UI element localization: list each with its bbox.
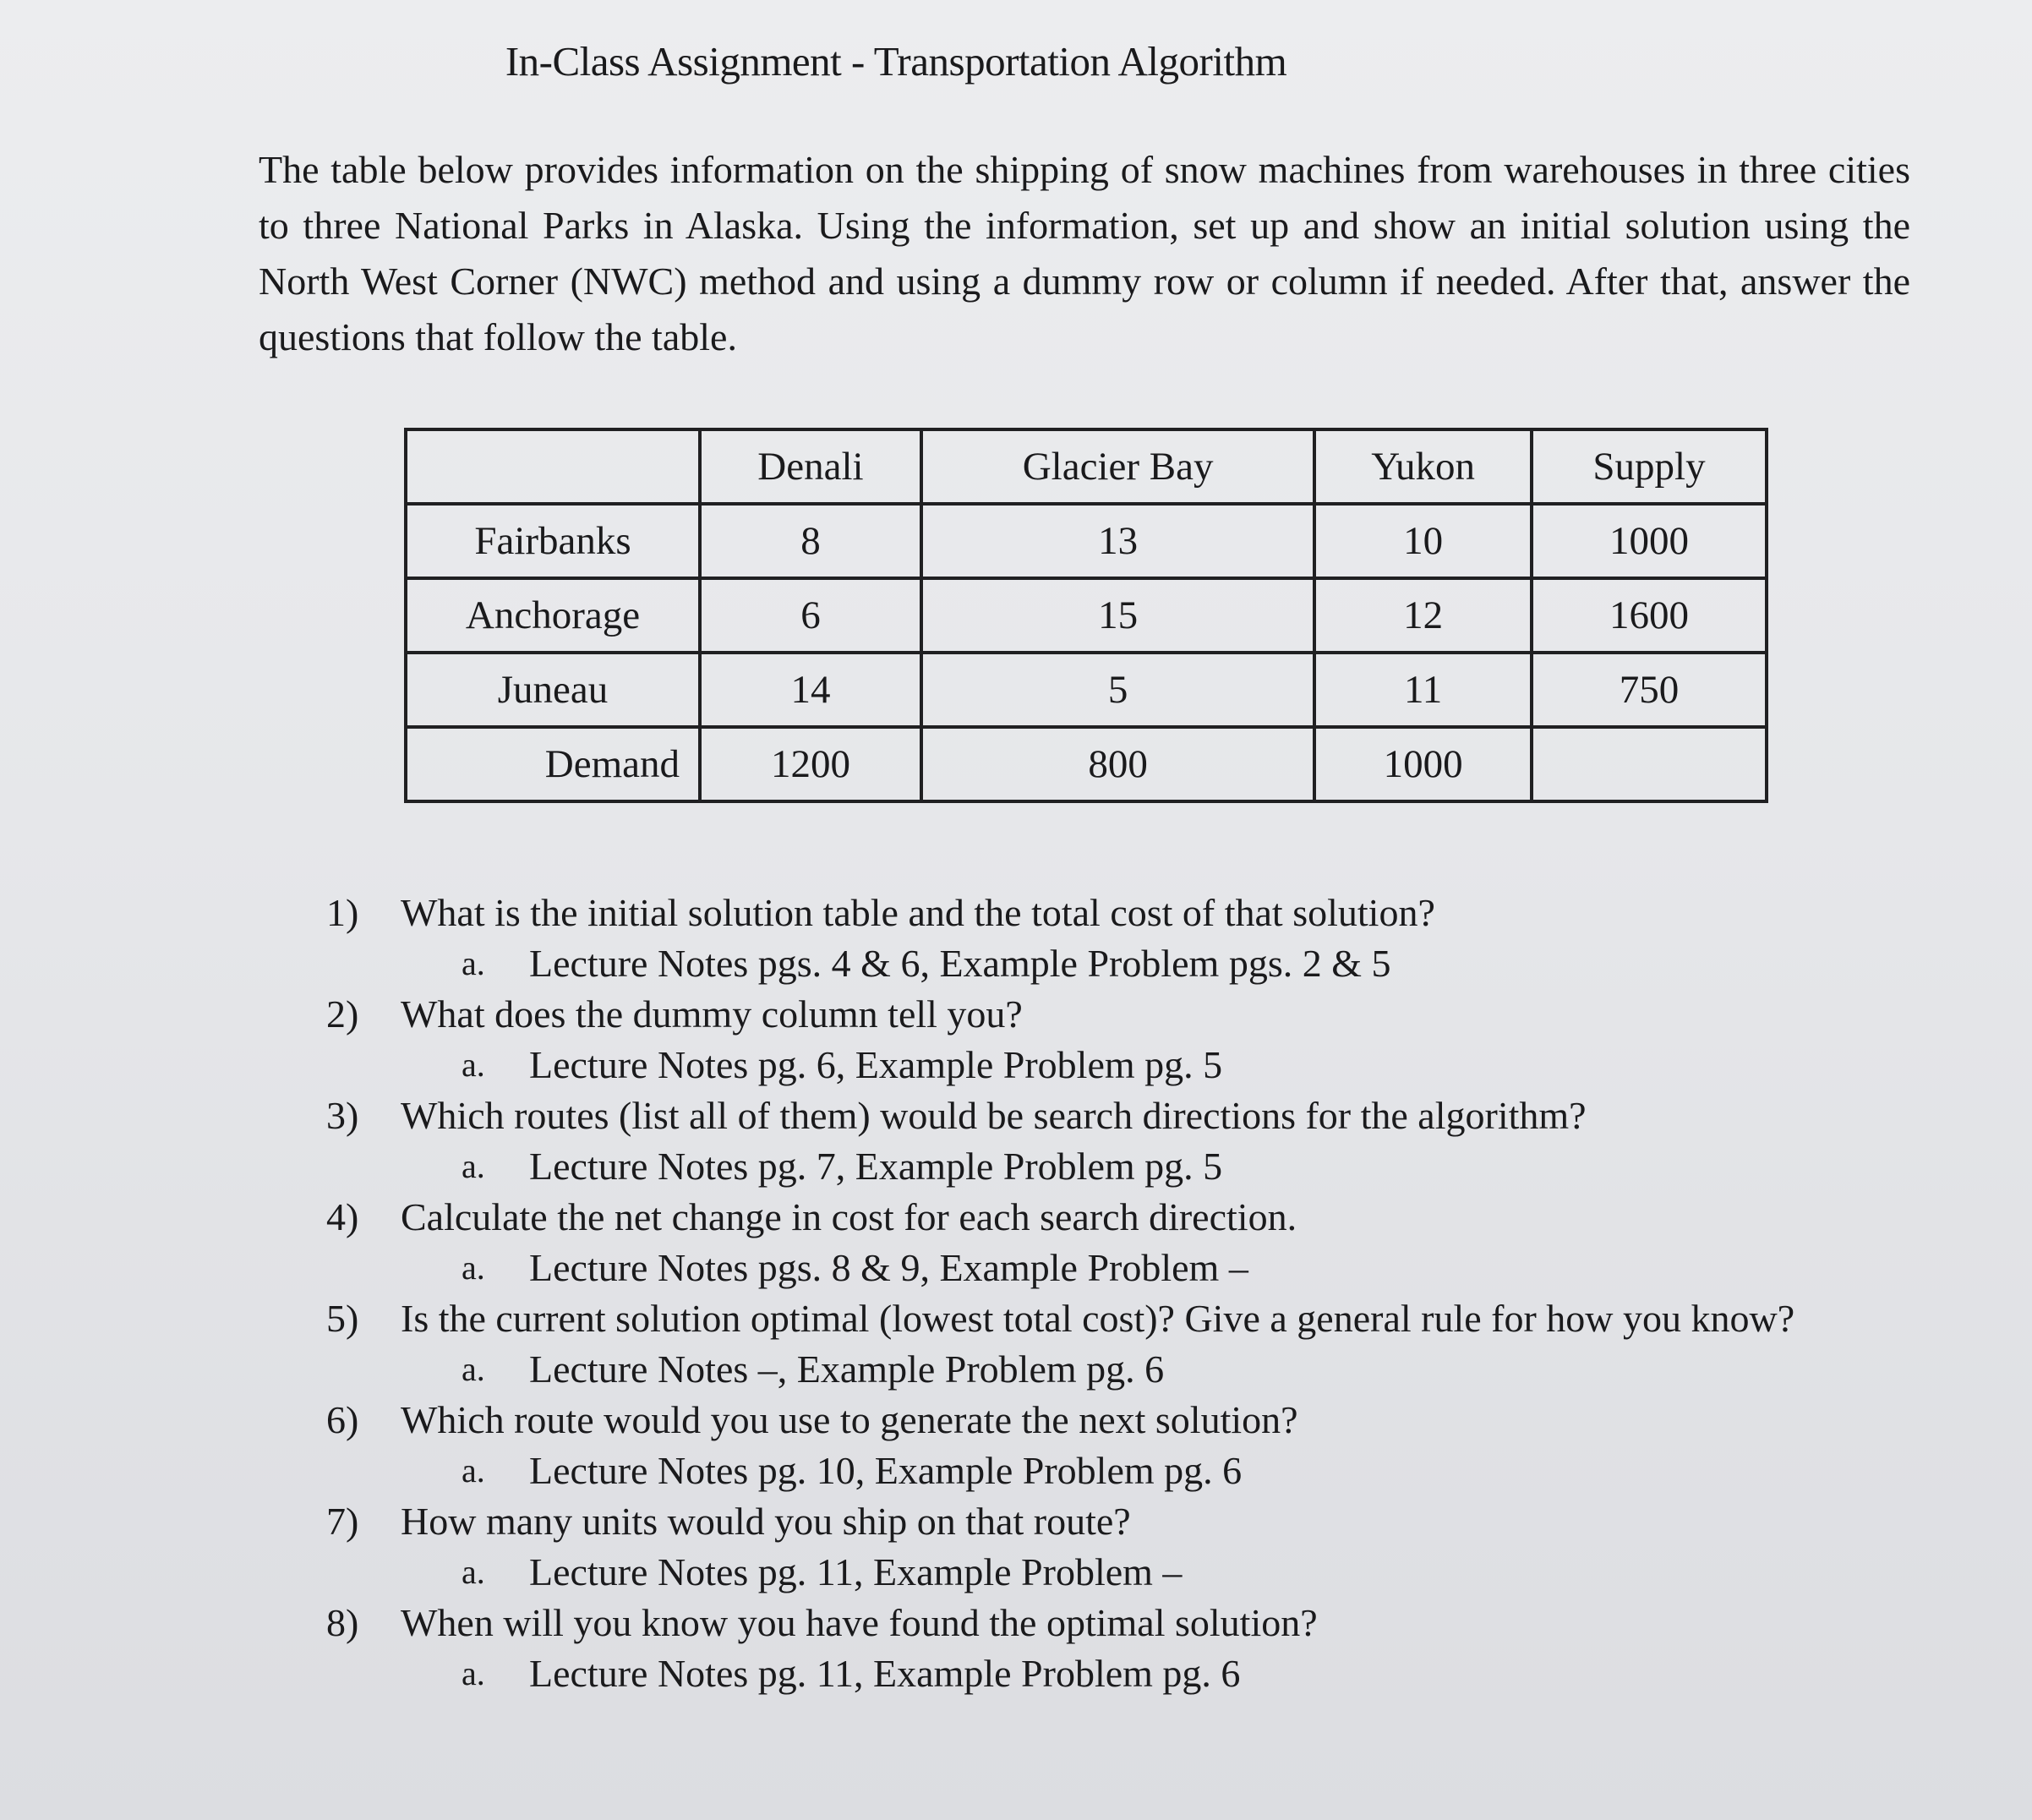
column-header-denali: Denali	[700, 429, 921, 504]
question-number: 8)	[326, 1601, 359, 1644]
question-number: 6)	[326, 1398, 359, 1441]
table-row	[406, 653, 1767, 727]
sub-item-letter: a.	[462, 1451, 485, 1489]
reference-text: Lecture Notes pg. 6, Example Problem pg. 5	[529, 1043, 1223, 1086]
row-header-demand: Demand	[406, 727, 700, 801]
row-header-juneau: Juneau	[406, 653, 700, 727]
question-number: 2)	[326, 992, 359, 1036]
question-item	[326, 989, 1915, 1090]
column-header-yukon: Yukon	[1314, 429, 1532, 504]
sub-item-letter: a.	[462, 1249, 485, 1287]
transportation-table	[404, 428, 1768, 803]
sub-item-letter: a.	[462, 1147, 485, 1185]
reference-text: Lecture Notes pgs. 8 & 9, Example Problem –	[529, 1246, 1248, 1289]
table-cell: 13	[921, 504, 1314, 578]
question-number: 7)	[326, 1500, 359, 1543]
table-cell: 6	[700, 578, 921, 653]
demand-cell: 800	[921, 727, 1314, 801]
row-header-anchorage: Anchorage	[406, 578, 700, 653]
sub-item-letter: a.	[462, 1046, 485, 1084]
question-text: Calculate the net change in cost for each search direction.	[401, 1195, 1297, 1238]
reference-text: Lecture Notes pg. 11, Example Problem –	[529, 1550, 1183, 1593]
question-item	[326, 888, 1915, 989]
supply-cell: 1600	[1532, 578, 1767, 653]
table-row	[406, 504, 1767, 578]
table-row-demand	[406, 727, 1767, 801]
supply-cell: 1000	[1532, 504, 1767, 578]
sub-item-letter: a.	[462, 1553, 485, 1591]
table-cell: 5	[921, 653, 1314, 727]
question-text: When will you know you have found the optimal solution?	[401, 1601, 1318, 1644]
question-item	[326, 1293, 1915, 1395]
question-text: What does the dummy column tell you?	[401, 992, 1023, 1036]
question-text: What is the initial solution table and the total cost of that solution?	[401, 891, 1435, 934]
question-number: 3)	[326, 1094, 359, 1137]
demand-cell: 1200	[700, 727, 921, 801]
question-text: Which routes (list all of them) would be search directions for the algorithm?	[401, 1094, 1587, 1137]
question-item	[326, 1598, 1915, 1699]
table-cell: 14	[700, 653, 921, 727]
table-cell: 15	[921, 578, 1314, 653]
reference-text: Lecture Notes –, Example Problem pg. 6	[529, 1347, 1165, 1391]
sub-item-letter: a.	[462, 1350, 485, 1388]
question-number: 5)	[326, 1297, 359, 1340]
question-number: 1)	[326, 891, 359, 934]
demand-cell: 1000	[1314, 727, 1532, 801]
table-cell: 10	[1314, 504, 1532, 578]
intro-paragraph: The table below provides information on the shipping of snow machines from warehouses in three cities to three National Parks in Alaska. Using the information, set up and show an initial solution using the North West Corner (NWC) method and using a dummy row or column if needed. After that, answer the questions that follow the table.	[259, 148, 1910, 358]
reference-text: Lecture Notes pg. 10, Example Problem pg. 6	[529, 1449, 1243, 1492]
question-item	[326, 1192, 1915, 1293]
sub-item-letter: a.	[462, 944, 485, 982]
reference-text: Lecture Notes pgs. 4 & 6, Example Problem pgs. 2 & 5	[529, 942, 1391, 985]
question-number: 4)	[326, 1195, 359, 1238]
question-text: Which route would you use to generate the next solution?	[401, 1398, 1298, 1441]
column-header-glacier-bay: Glacier Bay	[921, 429, 1314, 504]
question-item	[326, 1496, 1915, 1598]
supply-cell: 750	[1532, 653, 1767, 727]
table-cell: 11	[1314, 653, 1532, 727]
row-header-fairbanks: Fairbanks	[406, 504, 700, 578]
question-text: How many units would you ship on that route?	[401, 1500, 1131, 1543]
page-title: In-Class Assignment - Transportation Algorithm	[505, 38, 1287, 85]
table-corner-cell	[406, 429, 700, 504]
question-item	[326, 1395, 1915, 1496]
table-cell: 8	[700, 504, 921, 578]
question-text: Is the current solution optimal (lowest total cost)? Give a general rule for how you know?	[401, 1297, 1795, 1340]
column-header-supply: Supply	[1532, 429, 1767, 504]
sub-item-letter: a.	[462, 1654, 485, 1692]
reference-text: Lecture Notes pg. 7, Example Problem pg. 5	[529, 1145, 1223, 1188]
table-header-row	[406, 429, 1767, 504]
empty-cell	[1532, 727, 1767, 801]
table-row	[406, 578, 1767, 653]
question-item	[326, 1090, 1915, 1192]
reference-text: Lecture Notes pg. 11, Example Problem pg. 6	[529, 1652, 1241, 1695]
table-cell: 12	[1314, 578, 1532, 653]
question-list	[326, 888, 1915, 1699]
